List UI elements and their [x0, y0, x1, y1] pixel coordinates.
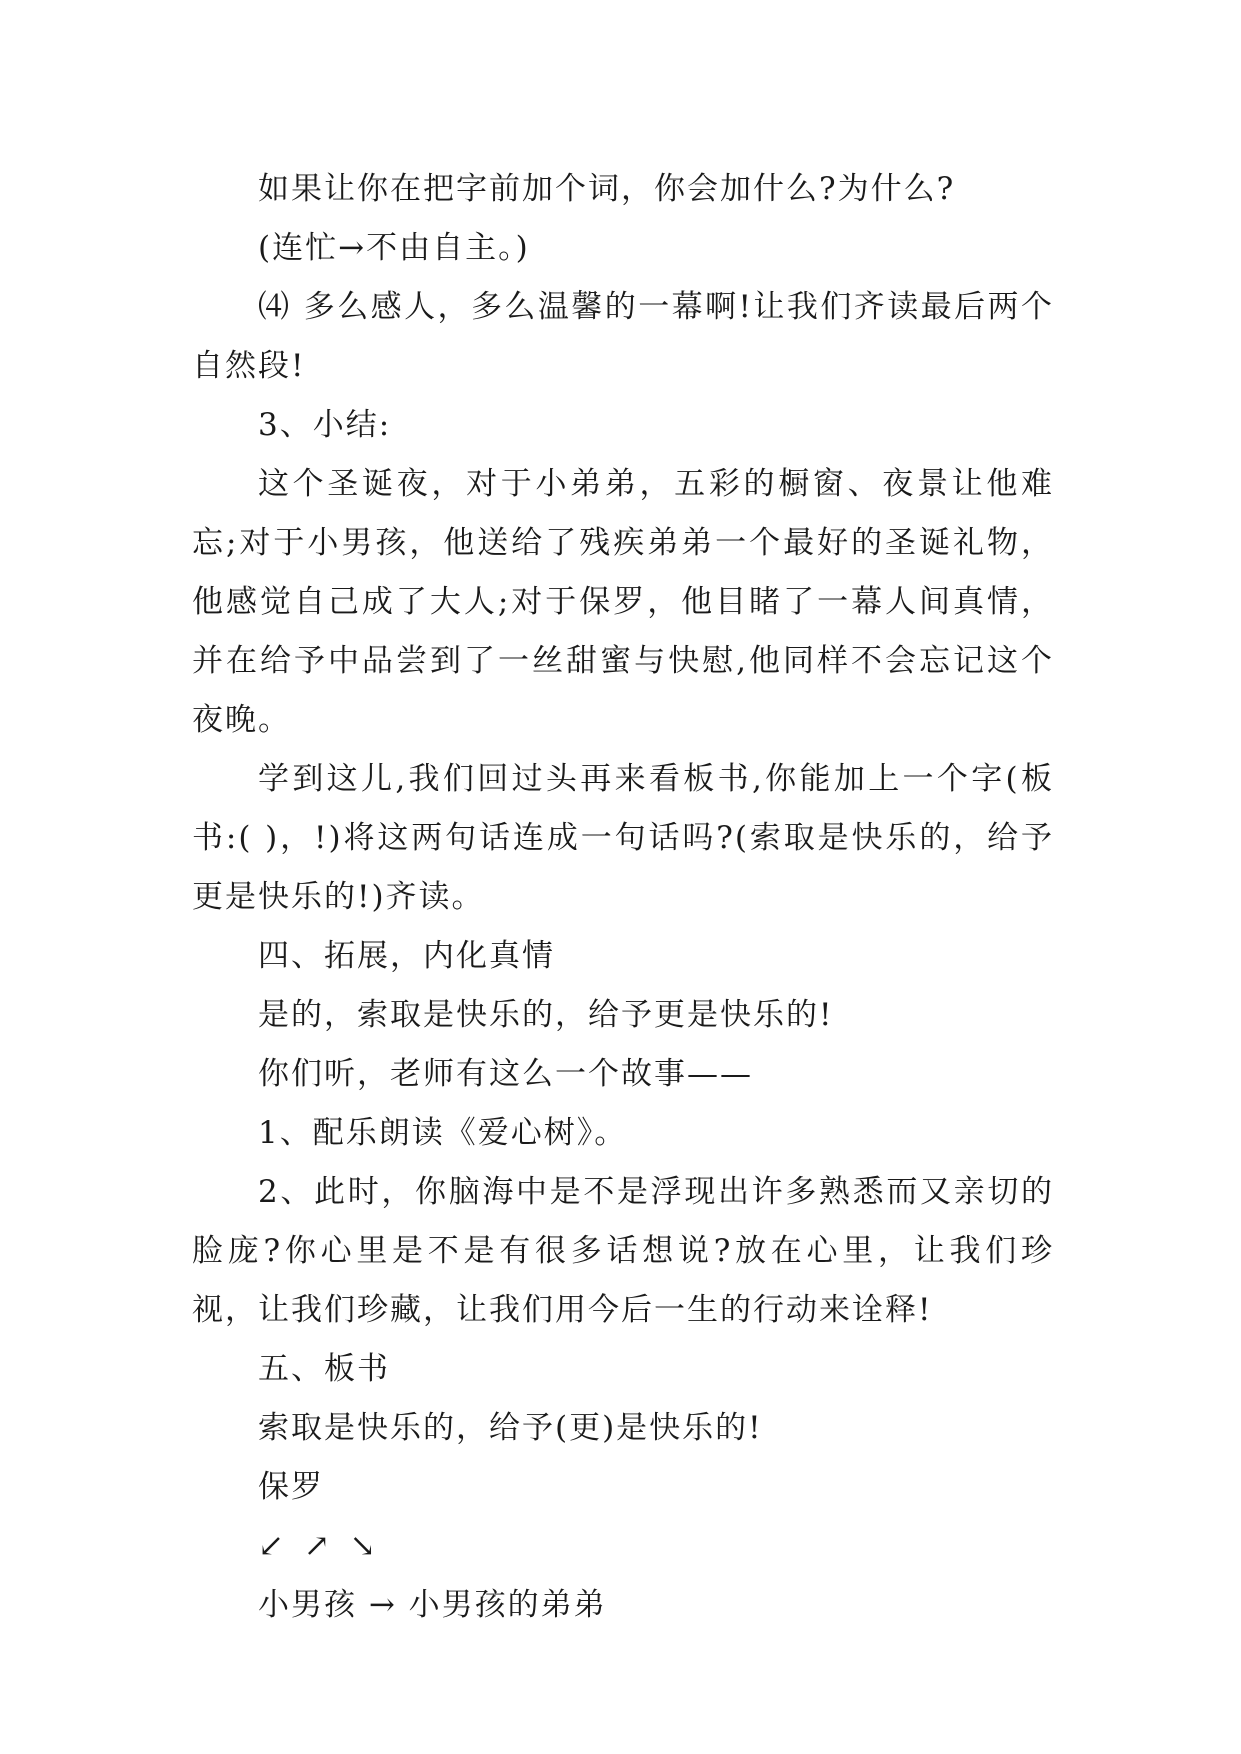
blackboard-line-3: 小男孩 → 小男孩的弟弟	[258, 1587, 607, 1623]
paragraph-read-aloud: ⑷ 多么感人，多么温馨的一幕啊!让我们齐读最后两个自然段!	[192, 289, 1054, 384]
section-five-heading: 五、板书	[258, 1351, 390, 1387]
section-four-heading: 四、拓展，内化真情	[258, 938, 555, 974]
list-item-1: 1、配乐朗读《爱心树》。	[258, 1115, 628, 1151]
paragraph-conclusion: 是的，索取是快乐的，给予更是快乐的!	[258, 997, 834, 1033]
blackboard-line-1: 索取是快乐的，给予(更)是快乐的!	[258, 1410, 763, 1446]
paragraph-answer: (连忙→不由自主。)	[258, 230, 530, 266]
paragraph-summary: 这个圣诞夜，对于小弟弟，五彩的橱窗、夜景让他难忘;对于小男孩，他送给了残疾弟弟一个最好的圣诞礼物，他感觉自己成了大人;对于保罗，他目睹了一幕人间真情，并在给予中品尝到了一丝甜蜜与快慰,他同样不会忘记这个夜晚。	[192, 466, 1054, 738]
paragraph-blackboard-review: 学到这儿,我们回过头再来看板书,你能加上一个字(板书:( )，!)将这两句话连成一句话吗?(索取是快乐的，给予更是快乐的!)齐读。	[192, 761, 1054, 915]
paragraph-story-intro: 你们听，老师有这么一个故事——	[258, 1056, 753, 1092]
paragraph-question: 如果让你在把字前加个词，你会加什么?为什么?	[258, 171, 956, 207]
document-body	[192, 160, 1054, 1635]
section-summary-heading: 3、小结:	[258, 407, 392, 443]
blackboard-line-2: 保罗	[258, 1469, 324, 1505]
list-item-2: 2、此时，你脑海中是不是浮现出许多熟悉而又亲切的脸庞?你心里是不是有很多话想说?放在心里，让我们珍视，让我们珍藏，让我们用今后一生的行动来诠释!	[192, 1174, 1054, 1328]
blackboard-arrows: ↙ ↗ ↘	[258, 1528, 378, 1564]
